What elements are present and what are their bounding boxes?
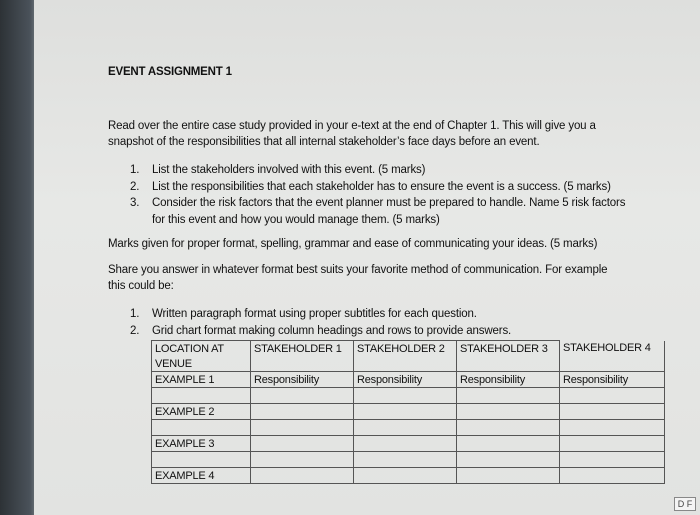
grid-row-label: EXAMPLE 2 (152, 404, 251, 420)
task-item (130, 162, 625, 179)
intro-line: Read over the entire case study provided in your e-text at the end of Chapter 1. This will give you a (108, 120, 596, 132)
intro-paragraph (108, 118, 596, 150)
grid-cell: Responsibility (457, 372, 560, 388)
task-number: 1. (130, 164, 140, 176)
grid-row (152, 436, 665, 452)
format-item (130, 306, 511, 323)
task-text: Consider the risk factors that the event planner must be prepared to handle. Name 5 risk factors (152, 197, 626, 209)
grid-row (152, 452, 665, 468)
format-item (130, 323, 511, 340)
document-title: EVENT ASSIGNMENT 1 (108, 66, 232, 78)
grid-row-label: EXAMPLE 3 (152, 436, 251, 452)
format-number: 1. (130, 308, 140, 320)
grid-row-label: EXAMPLE 1 (152, 372, 251, 388)
grid-header-location: LOCATION AT (152, 341, 251, 357)
format-text: Written paragraph format using proper subtitles for each question. (152, 308, 477, 320)
format-text: Grid chart format making column headings and rows to provide answers. (152, 324, 512, 337)
grid-header-stakeholder: STAKEHOLDER 2 (354, 341, 457, 357)
share-paragraph (108, 262, 607, 294)
grid-row (152, 388, 665, 404)
grid-cell: Responsibility (251, 372, 354, 388)
task-text-continued: for this event and how you would manage them. (5 marks) (152, 213, 440, 226)
task-number: 2. (130, 180, 140, 193)
task-item (130, 179, 625, 196)
grid-row-label: EXAMPLE 4 (152, 468, 251, 484)
task-item (130, 195, 625, 228)
format-number: 2. (130, 324, 140, 337)
task-list (130, 162, 625, 228)
share-line: this could be: (108, 280, 174, 292)
task-number: 3. (130, 197, 140, 209)
grid-row (152, 404, 665, 420)
example-grid (151, 340, 665, 484)
grid-header-row-2 (152, 356, 665, 372)
format-list (130, 306, 511, 339)
grid-row (152, 372, 665, 388)
marks-line: Marks given for proper format, spelling, grammar and ease of communicating your ideas. (5 marks) (108, 238, 598, 250)
grid-row (152, 468, 665, 484)
grid-row (152, 420, 665, 436)
grid-header-venue: VENUE (152, 356, 251, 372)
grid-header-stakeholder: STAKEHOLDER 1 (251, 341, 354, 357)
grid-header-row (152, 341, 665, 357)
share-line: Share you answer in whatever format best suits your favorite method of communication. For example (108, 264, 608, 276)
task-text: List the responsibilities that each stakeholder has to ensure the event is a success. (5 marks) (152, 180, 611, 193)
grid-header-stakeholder: STAKEHOLDER 4 (560, 341, 665, 357)
document-page (34, 0, 700, 515)
task-text: List the stakeholders involved with this event. (5 marks) (152, 164, 426, 176)
grid-cell: Responsibility (560, 372, 665, 388)
grid-cell: Responsibility (354, 372, 457, 388)
corner-badge: D F (674, 497, 696, 511)
intro-line: snapshot of the responsibilities that all internal stakeholder’s face days before an event. (108, 136, 540, 148)
grid-header-stakeholder: STAKEHOLDER 3 (457, 341, 560, 357)
